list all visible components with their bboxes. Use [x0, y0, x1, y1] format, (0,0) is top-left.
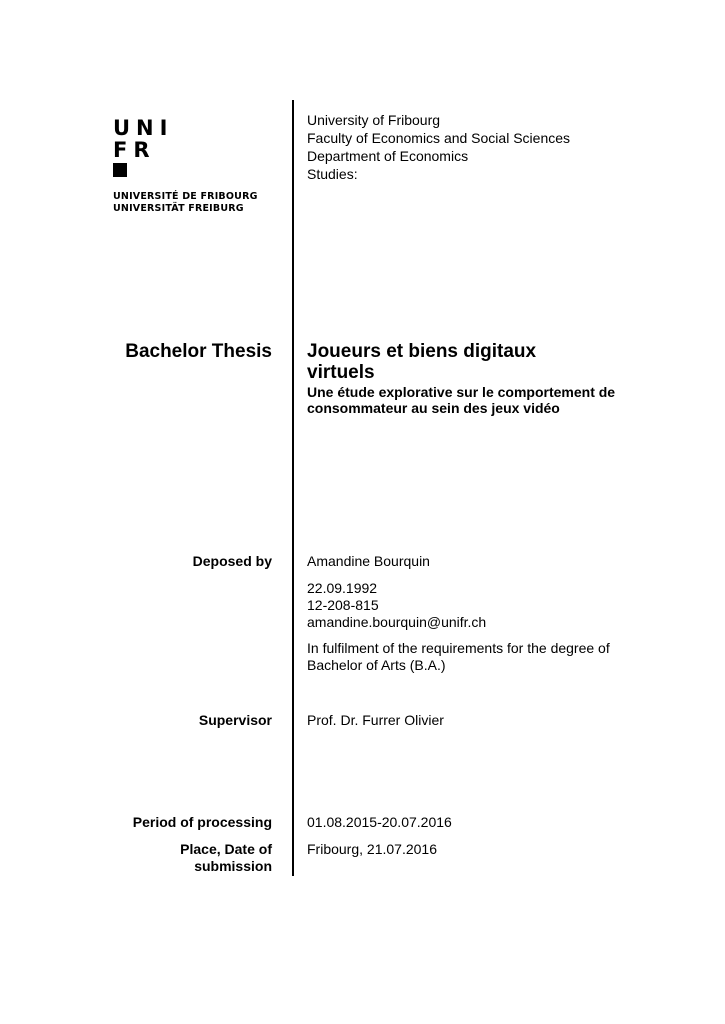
submission-label [180, 841, 272, 875]
institution-line: Studies: [307, 166, 358, 182]
institution-line: Faculty of Economics and Social Sciences [307, 130, 571, 146]
university-logo [113, 117, 173, 177]
vertical-divider [292, 100, 294, 876]
author-details [307, 580, 486, 631]
period-value: 01.08.2015-20.07.2016 [307, 814, 452, 830]
supervisor-label: Supervisor [198, 712, 272, 728]
deposed-by-label: Deposed by [192, 553, 272, 569]
thesis-type-label: Bachelor Thesis [125, 341, 272, 362]
logo-text-line1: UNIVERSITÉ DE FRIBOURG [113, 191, 258, 202]
thesis-subtitle: Une étude explorative sur le comportement de consommateur au sein des jeux vidéo [307, 384, 616, 416]
logo-square-icon [113, 163, 127, 177]
author-email: amandine.bourquin@unifr.ch [307, 614, 487, 630]
degree-requirement: In fulfilment of the requirements for the degree of Bachelor of Arts (B.A.) [307, 640, 610, 673]
author-birthdate: 22.09.1992 [307, 580, 378, 596]
submission-value: Fribourg, 21.07.2016 [307, 841, 437, 857]
logo-text [113, 191, 258, 215]
logo-mark-row1: UNI [113, 116, 174, 140]
submission-label-line2: submission [194, 858, 272, 874]
institution-line: University of Fribourg [307, 112, 441, 128]
period-label: Period of processing [132, 814, 272, 830]
submission-label-line1: Place, Date of [180, 841, 272, 857]
supervisor-name: Prof. Dr. Furrer Olivier [307, 712, 444, 728]
logo-mark-row2: FR [113, 138, 156, 162]
institution-line: Department of Economics [307, 148, 469, 164]
logo-text-line2: UNIVERSITÄT FREIBURG [113, 203, 244, 214]
author-student-id: 12-208-815 [307, 597, 379, 613]
author-name: Amandine Bourquin [307, 553, 430, 569]
institution-block [307, 111, 570, 183]
thesis-title: Joueurs et biens digitaux virtuels [307, 341, 537, 383]
